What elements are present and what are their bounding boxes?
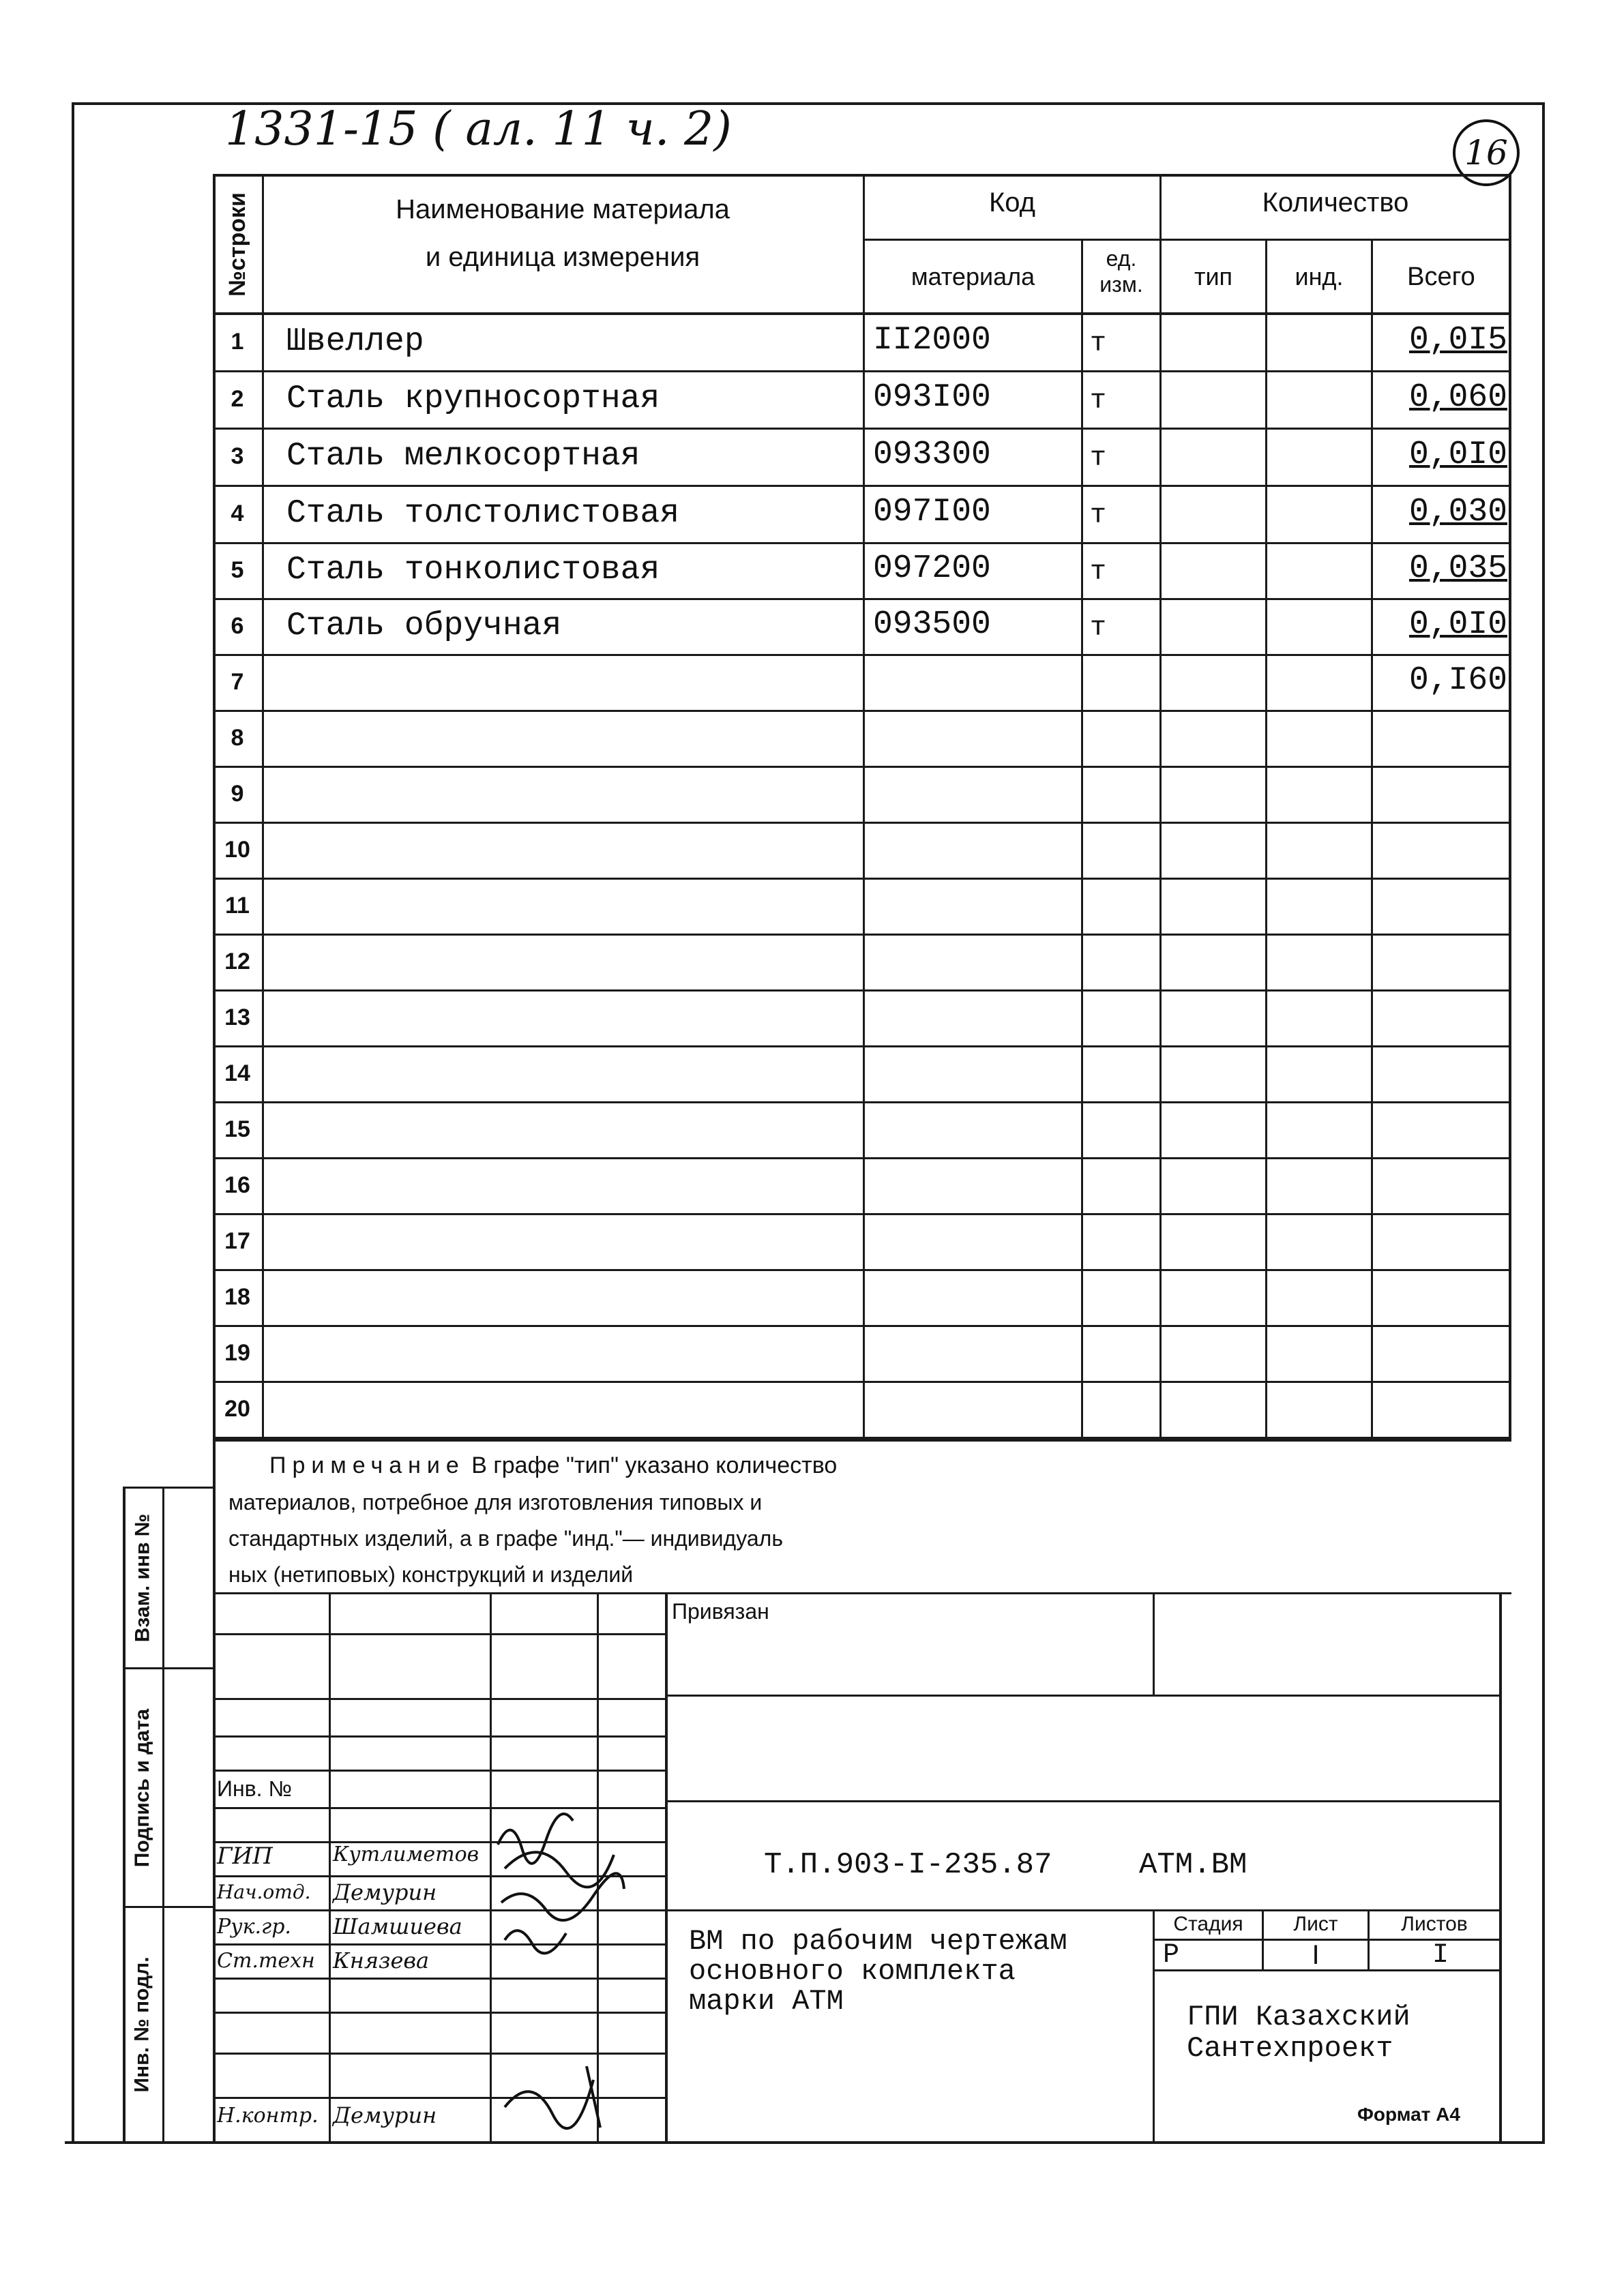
material-code: 093I00 (873, 379, 991, 416)
row-number: 18 (224, 1284, 250, 1310)
row-separator (213, 766, 1511, 768)
row-number: 5 (231, 557, 244, 583)
row-separator (213, 934, 1511, 936)
row-number: 10 (224, 837, 250, 863)
side-label-podpis: Подпись и дата (131, 1708, 154, 1867)
row-separator (213, 542, 1511, 544)
material-code: II2000 (873, 322, 991, 359)
side-strip-top (123, 1487, 215, 1489)
col-header-quantity: Количество (1262, 188, 1409, 218)
material-name: Сталь толстолистовая (286, 495, 680, 532)
note-text1: В графе "тип" указано количество (471, 1452, 838, 1478)
stamp-title-line2: основного комплекта (689, 1955, 1016, 1988)
row-number: 7 (231, 669, 244, 695)
row-separator (213, 1325, 1511, 1327)
name-ruk-gr: Шамшиева (333, 1913, 462, 1939)
signatures (491, 1807, 627, 2134)
col-header-row-no-cell (213, 176, 262, 312)
row-separator (213, 1045, 1511, 1047)
unit-of-measure: т (1090, 613, 1107, 644)
table-top-line (213, 174, 1511, 177)
col-line-ind (1371, 240, 1373, 1439)
col-header-total: Всего (1407, 263, 1475, 291)
note-top-line (213, 1439, 1511, 1442)
footer-format: Формат А4 (1357, 2104, 1460, 2125)
material-code: 097200 (873, 550, 991, 587)
role-nach-otd: Нач.отд. (217, 1881, 311, 1903)
name-st-tekhn: Князева (333, 1948, 430, 1973)
row-separator (213, 598, 1511, 600)
stamp-org-line2: Сантехпроект (1187, 2032, 1393, 2065)
unit-of-measure: т (1090, 386, 1107, 417)
material-name: Сталь мелкосортная (286, 438, 640, 475)
stamp-left-line (213, 1439, 216, 2141)
stamp-row-line-1 (213, 1633, 665, 1635)
page-number: 16 (1464, 133, 1508, 173)
col-line-type (1265, 240, 1267, 1439)
stamp-title-line3: марки АТМ (689, 1985, 844, 2018)
material-code: 093300 (873, 436, 991, 473)
material-code: 093500 (873, 606, 991, 643)
row-number: 3 (231, 443, 244, 469)
total-quantity: 0,0I0 (1408, 436, 1507, 473)
stamp-title-line1: ВМ по рабочим чертежам (689, 1925, 1067, 1958)
total-quantity: 0,0I0 (1408, 606, 1507, 643)
row-separator (213, 654, 1511, 656)
row-number: 1 (231, 329, 244, 355)
name-gip: Кутлиметов (333, 1843, 479, 1866)
col-line-unit (1159, 174, 1162, 1439)
signature-2 (501, 1873, 624, 1920)
signature-1 (498, 1814, 614, 1887)
total-quantity: 0,060 (1408, 379, 1507, 416)
stamp-designation: Т.П.903-I-235.87 (764, 1848, 1052, 1882)
row-separator (213, 485, 1511, 487)
col-header-type: тип (1194, 263, 1233, 290)
stamp-org-div (1153, 1909, 1155, 2141)
material-code: 097I00 (873, 494, 991, 531)
row-separator (213, 1101, 1511, 1103)
material-name: Сталь крупносортная (286, 381, 660, 417)
stamp-right-line (1499, 1592, 1502, 2141)
stamp-row-line-3 (213, 1735, 665, 1738)
stamp-line-800 (665, 1909, 1501, 1911)
stamp-inv-no: Инв. № (217, 1776, 292, 1801)
total-quantity: 0,0I5 (1408, 322, 1507, 359)
signature-4 (505, 2066, 600, 2128)
note-line1 (269, 1452, 837, 1479)
row-separator (213, 1381, 1511, 1383)
col-line-num (262, 174, 264, 1439)
row-number: 20 (224, 1396, 250, 1422)
col-header-unit: ед. изм. (1099, 246, 1143, 297)
unit-of-measure: т (1090, 501, 1107, 531)
row-separator (213, 710, 1511, 712)
col-header-code: Код (988, 188, 1035, 218)
stamp-org-line1: ГПИ Казахский (1187, 2001, 1410, 2033)
stamp-top-line (213, 1592, 1511, 1594)
stamp-sheets-value: I (1432, 1940, 1449, 1971)
side-label-inv-podl-cell (123, 1909, 162, 2140)
row-separator (213, 989, 1511, 992)
row-number: 4 (231, 501, 244, 526)
col-header-row-no: №строки (224, 192, 250, 297)
note-line4: ных (нетиповых) конструкций и изделий (228, 1562, 634, 1587)
col-header-material: материала (911, 263, 1035, 290)
stamp-stage-value: Р (1163, 1940, 1180, 1971)
row-number: 12 (224, 949, 250, 974)
row-number: 14 (224, 1060, 250, 1086)
role-n-kontr: Н.контр. (217, 2104, 319, 2128)
row-separator (213, 878, 1511, 880)
row-separator (213, 428, 1511, 430)
stamp-row-line-2 (213, 1698, 665, 1700)
note-line2: материалов, потребное для изготовления типовых и (228, 1490, 763, 1515)
row-number: 6 (231, 613, 244, 639)
table-right-line (1509, 174, 1511, 1439)
side-strip-div2 (123, 1906, 215, 1908)
role-ruk-gr: Рук.гр. (217, 1915, 291, 1939)
side-label-inv-podl: Инв. № подл. (131, 1956, 153, 2093)
stamp-row-line-4 (213, 1770, 665, 1772)
total-quantity: 0,I60 (1408, 662, 1507, 699)
total-quantity: 0,030 (1408, 494, 1507, 531)
material-name: Сталь тонколистовая (286, 552, 660, 588)
note-line3: стандартных изделий, а в графе "инд."— индивидуаль (228, 1526, 783, 1551)
stamp-title (689, 1926, 1067, 2016)
row-number: 19 (224, 1340, 250, 1366)
header-mid-line (863, 239, 1511, 241)
side-strip-div1 (123, 1667, 215, 1669)
side-label-podpis-cell (123, 1671, 162, 1905)
name-n-kontr: Демурин (333, 2102, 437, 2128)
signature-3 (505, 1930, 566, 1953)
row-separator (213, 1213, 1511, 1215)
row-number: 9 (231, 781, 244, 807)
role-st-tekhn: Ст.техн (217, 1949, 315, 1973)
row-number: 16 (224, 1172, 250, 1198)
note-title: Примечание (269, 1452, 465, 1478)
row-number: 13 (224, 1004, 250, 1030)
frame-right (1542, 102, 1545, 2141)
name-nach-otd: Демурин (333, 1879, 437, 1905)
stamp-sheet-label: Лист (1293, 1913, 1338, 1935)
handwritten-ref: 1331-15 ( ал. 11 ч. 2) (225, 102, 732, 156)
frame-bottom (65, 2141, 1545, 2144)
stamp-divider-main (665, 1592, 668, 2141)
material-name: Сталь обручная (286, 608, 562, 644)
material-name: Швеллер (286, 323, 424, 360)
unit-of-measure: т (1090, 329, 1107, 359)
col-header-ind: инд. (1295, 263, 1344, 290)
unit-of-measure: т (1090, 557, 1107, 588)
col-line-code (1081, 240, 1083, 1439)
row-number: 17 (224, 1228, 250, 1254)
stamp-line-640 (665, 1800, 1501, 1802)
col-header-name-1: Наименование материала (396, 194, 730, 224)
col-line-name (863, 174, 865, 1439)
side-strip-mid (162, 1487, 164, 2141)
row-number: 11 (225, 893, 250, 919)
unit-of-measure: т (1090, 443, 1107, 474)
stamp-stage-label: Стадия (1173, 1913, 1243, 1935)
stamp-sheets-label: Листов (1401, 1913, 1468, 1935)
role-gip: ГИП (217, 1843, 273, 1870)
side-label-vzam: Взам. инв № (131, 1513, 154, 1643)
stamp-mark: АТМ.ВМ (1139, 1848, 1247, 1882)
stamp-sheet-value: I (1312, 1940, 1320, 1970)
col-header-name-2: и единица измерения (425, 242, 700, 272)
total-quantity: 0,035 (1408, 550, 1507, 587)
stamp-privyazan: Привязан (672, 1599, 769, 1624)
row-separator (213, 370, 1511, 372)
stamp-privyazan-div (1153, 1592, 1155, 1695)
row-separator (213, 1157, 1511, 1159)
side-label-vzam-cell (123, 1490, 162, 1666)
table-left-line (213, 174, 216, 1439)
row-number: 2 (231, 386, 244, 412)
row-number: 15 (224, 1116, 250, 1142)
frame-left (72, 102, 74, 2141)
stamp-org (1187, 2001, 1410, 2064)
header-bottom-line (213, 312, 1511, 315)
row-number: 8 (231, 725, 244, 751)
row-separator (213, 822, 1511, 824)
stamp-line-485 (665, 1695, 1501, 1697)
row-separator (213, 1269, 1511, 1271)
